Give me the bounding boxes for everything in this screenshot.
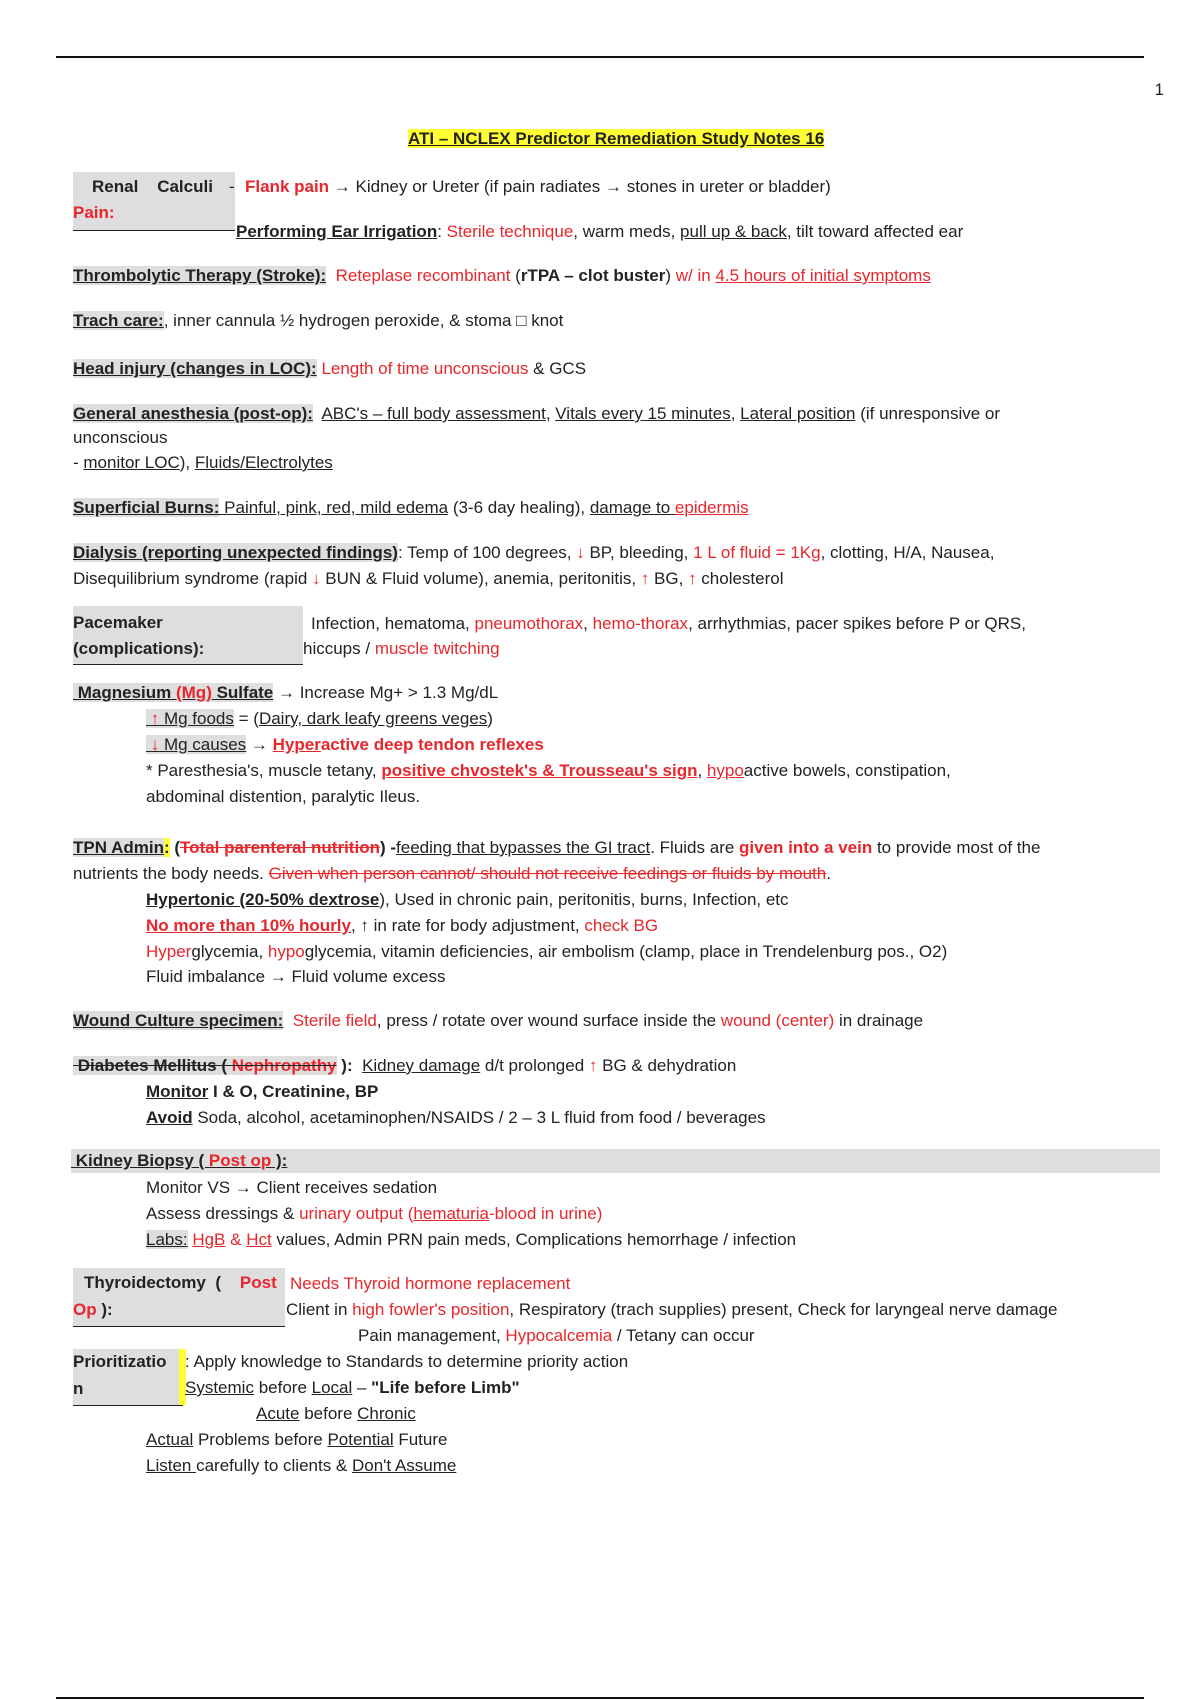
thyroid-line1: Needs Thyroid hormone replacement [290, 1274, 571, 1293]
biopsy-header [71, 1149, 1160, 1173]
magnesium-star-a: * Paresthesia's, muscle tetany, [146, 761, 382, 780]
thyroid-line2 [286, 1299, 1057, 1321]
pacemaker-line1 [311, 613, 1026, 635]
thyroid-label-line1 [84, 1271, 277, 1295]
anesthesia-l3d: Fluids/Electrolytes [194, 453, 333, 472]
bottom-rule [56, 1697, 1144, 1699]
diabetes-line2 [146, 1081, 378, 1103]
thyroid-l2b: high fowler's position [352, 1300, 510, 1319]
page-number: 1 [1154, 80, 1164, 99]
prioritization-l2a: Systemic [185, 1378, 254, 1397]
biopsy-l3a: Assess dressings & [146, 1204, 300, 1223]
thrombo-p5: w/ in [675, 266, 716, 285]
tpn-p5: . Fluids are [650, 838, 740, 857]
tpn-l2b: Given when person cannot/ should not receive feedings or fluids by mouth [268, 864, 827, 883]
prioritization-l2b: before [253, 1378, 312, 1397]
diabetes-l2b: I & O, Creatinine, BP [208, 1082, 379, 1101]
anesthesia-l3b: monitor LOC [83, 453, 180, 472]
thyroid-l2c: , Respiratory (trach supplies) present, Check for laryngeal nerve damage [509, 1300, 1058, 1319]
magnesium-down-text: Mg causes [159, 735, 247, 754]
dialysis-p2: ↓ [576, 543, 585, 562]
diabetes-l3b: Soda, alcohol, acetaminophen/NSAIDS / 2 – 3 L fluid from food / beverages [192, 1108, 766, 1127]
thyroid-l2a: Client in [286, 1300, 353, 1319]
top-rule [56, 56, 1144, 58]
magnesium-p1: → Increase Mg+ > 1.3 Mg/dL [273, 683, 499, 702]
biopsy-l4e: Hct [246, 1230, 272, 1249]
ear-colon: : [437, 222, 447, 241]
page-title [408, 128, 824, 150]
anesthesia-label: General anesthesia (post-op): [73, 404, 313, 423]
anesthesia-line3 [73, 452, 333, 474]
head-p1: Length of time unconscious [321, 359, 529, 378]
biopsy-label-c: ): [271, 1151, 288, 1170]
biopsy-l3d: -blood in urine) [489, 1204, 603, 1223]
thyroid-l3c: / Tetany can occur [612, 1326, 755, 1345]
tpn-l5c: hypo [267, 942, 305, 961]
anesthesia-p4: , [730, 404, 741, 423]
magnesium-star-line2: abdominal distention, paralytic Ileus. [146, 787, 421, 806]
thyroid-label-c: Post [239, 1273, 277, 1292]
tpn-label: TPN Admin [73, 838, 164, 857]
magnesium-star-d: hypo [706, 761, 744, 780]
magnesium-line1 [73, 682, 498, 704]
burns-label: Superficial Burns: [73, 498, 220, 517]
pacemaker-p3: , [583, 614, 593, 633]
magnesium-down-rest-c: active deep tendon reflexes [320, 735, 544, 754]
burns-line [73, 497, 749, 519]
magnesium-up-arrow: ↑ [150, 709, 160, 728]
head-p2: & GCS [528, 359, 587, 378]
wound-label: Wound Culture specimen: [73, 1011, 284, 1030]
prioritization-l2e: "Life before Limb" [371, 1378, 520, 1397]
biopsy-label-b: Post op [208, 1151, 272, 1170]
thyroid-l3b: Hypocalcemia [505, 1326, 613, 1345]
wound-line [73, 1010, 923, 1032]
magnesium-up-line [146, 708, 493, 730]
thyroid-line3 [358, 1325, 755, 1347]
renal-label-a: Renal [92, 177, 139, 196]
pacemaker-p5: , arrhythmias, pacer spikes before P or QRS, [688, 614, 1026, 633]
head-line [73, 358, 586, 380]
magnesium-down-rest-b: Hyper [272, 735, 321, 754]
tpn-line3 [146, 889, 789, 911]
magnesium-label-b: (Mg) [175, 683, 212, 702]
magnesium-up-text: Mg foods [159, 709, 234, 728]
tpn-colon: : [163, 838, 170, 857]
dialysis-l2d: ↑ [640, 569, 650, 588]
diabetes-line3 [146, 1107, 766, 1129]
ear-p1: Sterile technique [446, 222, 574, 241]
diabetes-p2: d/t prolonged [480, 1056, 589, 1075]
prioritization-l5a: Listen [146, 1456, 197, 1475]
trach-line [73, 310, 563, 332]
dialysis-p1: : Temp of 100 degrees, [397, 543, 577, 562]
biopsy-l3c: hematuria [413, 1204, 490, 1223]
burns-p2: (3-6 day healing), [448, 498, 590, 517]
tpn-line6: Fluid imbalance → Fluid volume excess [146, 967, 446, 986]
biopsy-label [71, 1151, 287, 1170]
thyroid-label-line2 [73, 1298, 113, 1322]
diabetes-p3: ↑ [588, 1056, 598, 1075]
diabetes-p4: BG & dehydration [597, 1056, 737, 1075]
tpn-l2a: nutrients the body needs. [73, 864, 269, 883]
pacemaker-label2: (complications): [73, 639, 205, 658]
prioritization-line5 [146, 1455, 456, 1477]
anesthesia-line1 [73, 403, 1000, 425]
title-text: ATI – NCLEX Predictor Remediation Study Notes 16 [408, 129, 825, 148]
renal-dash: - [229, 177, 235, 196]
anesthesia-p5: Lateral position [740, 404, 856, 423]
pacemaker-p1: Infection, hematoma, [311, 614, 475, 633]
renal-pain-label: Pain: [73, 203, 115, 222]
diabetes-l2a: Monitor [146, 1082, 209, 1101]
prioritization-l2d: – [352, 1378, 372, 1397]
anesthesia-p6: (if unresponsive or [855, 404, 1001, 423]
dialysis-l2e: BG, [649, 569, 689, 588]
renal-label [92, 175, 213, 199]
dialysis-l2g: cholesterol [696, 569, 784, 588]
tpn-p6: given into a vein [739, 838, 873, 857]
tpn-l3b: ), Used in chronic pain, peritonitis, burns, Infection, etc [379, 890, 789, 909]
wound-p1: Sterile field [292, 1011, 377, 1030]
diabetes-label-a: Diabetes Mellitus ( [77, 1056, 232, 1075]
dialysis-p5: , clotting, H/A, Nausea, [820, 543, 995, 562]
tpn-p7: to provide most of the [872, 838, 1041, 857]
tpn-line2 [73, 863, 831, 885]
wound-p3: wound (center) [720, 1011, 835, 1030]
dialysis-label: Dialysis (reporting unexpected findings) [73, 543, 398, 562]
prioritization-l2c: Local [311, 1378, 353, 1397]
prioritization-line4 [146, 1429, 447, 1451]
dialysis-l2b: ↓ [312, 569, 321, 588]
magnesium-star-e: active bowels, constipation, [743, 761, 951, 780]
prioritization-line2 [185, 1377, 520, 1399]
tpn-line1 [73, 837, 1040, 859]
tpn-line5 [146, 941, 947, 963]
thyroid-l3a: Pain management, [358, 1326, 506, 1345]
tpn-p1: ( [169, 838, 181, 857]
magnesium-label [73, 683, 273, 702]
biopsy-line3 [146, 1203, 602, 1225]
magnesium-star-c: , [697, 761, 707, 780]
biopsy-l4a: Labs: [146, 1230, 188, 1249]
trach-label: Trach care: [73, 311, 164, 330]
prioritization-l4d: Future [393, 1430, 448, 1449]
tpn-l5a: Hyper [146, 942, 192, 961]
prioritization-label2: n [73, 1379, 84, 1398]
diabetes-p1: Kidney damage [362, 1056, 481, 1075]
thrombo-p2: ( [510, 266, 521, 285]
tpn-p3: ) - [379, 838, 397, 857]
trach-p1: , inner cannula ½ hydrogen peroxide, & stoma □ knot [163, 311, 564, 330]
pacemaker-l2a: hiccups / [303, 639, 375, 658]
prioritization-l4a: Actual [146, 1430, 194, 1449]
magnesium-down-line [146, 734, 544, 756]
anesthesia-p1: ABC's – full body assessment [321, 404, 546, 423]
thyroid-label-e: ): [96, 1300, 113, 1319]
burns-p1: Painful, pink, red, mild edema [219, 498, 449, 517]
thrombo-p6: 4.5 hours of initial symptoms [715, 266, 931, 285]
renal-text [245, 176, 831, 198]
dialysis-l2c: BUN & Fluid volume), anemia, peritonitis, [320, 569, 641, 588]
ear-p2: , warm meds, [573, 222, 681, 241]
pacemaker-l2b: muscle twitching [374, 639, 500, 658]
tpn-l4c: check BG [584, 916, 659, 935]
wound-p4: in drainage [834, 1011, 924, 1030]
prioritization-l3c: Chronic [357, 1404, 416, 1423]
dialysis-l2f: ↑ [688, 569, 697, 588]
thrombo-p4: ) [665, 266, 676, 285]
thrombo-line [73, 265, 931, 287]
anesthesia-p2: , [545, 404, 556, 423]
magnesium-down-rest-a: → [246, 735, 273, 754]
diabetes-line1 [73, 1055, 736, 1077]
magnesium-up-rest-b: Dairy, dark leafy greens veges [258, 709, 488, 728]
prioritization-line1: : Apply knowledge to Standards to determine priority action [185, 1352, 629, 1371]
anesthesia-l3c: ), [179, 453, 195, 472]
tpn-p2: Total parenteral nutrition [180, 838, 380, 857]
biopsy-label-a: Kidney Biopsy ( [75, 1151, 209, 1170]
dialysis-line1 [73, 542, 994, 564]
anesthesia-l3a: - [73, 453, 84, 472]
ear-p3: pull up & back [680, 222, 787, 241]
thrombo-p1: Reteplase recombinant [335, 266, 511, 285]
pacemaker-p4: hemo-thorax [592, 614, 689, 633]
head-label: Head injury (changes in LOC): [73, 359, 317, 378]
thrombo-p3: rTPA – clot buster [520, 266, 666, 285]
magnesium-down [146, 735, 246, 754]
diabetes-label-b: Nephropathy [231, 1056, 337, 1075]
biopsy-line2: Monitor VS → Client receives sedation [146, 1178, 438, 1197]
prioritization-line3 [256, 1403, 416, 1425]
tpn-l5b: glycemia, [191, 942, 268, 961]
diabetes-label [73, 1056, 337, 1075]
tpn-l5d: glycemia, vitamin deficiencies, air embolism (clamp, place in Trendelenburg pos., O2) [304, 942, 948, 961]
burns-p4: epidermis [674, 498, 749, 517]
prioritization-label1: Prioritizatio [73, 1352, 167, 1371]
biopsy-l3b: urinary output ( [299, 1204, 414, 1223]
renal-p1: Flank pain [245, 177, 330, 196]
burns-p3: damage to [589, 498, 675, 517]
diabetes-l3a: Avoid [146, 1108, 193, 1127]
dialysis-p3: BP, bleeding, [584, 543, 694, 562]
thrombo-label: Thrombolytic Therapy (Stroke): [73, 266, 327, 285]
magnesium-label-a: Magnesium [77, 683, 176, 702]
prioritization-l3b: before [299, 1404, 358, 1423]
renal-label-b: Calculi [157, 177, 213, 196]
prioritization-l5b: carefully to clients & [196, 1456, 352, 1475]
tpn-l4b: , ↑ in rate for body adjustment, [350, 916, 585, 935]
magnesium-up-rest-c: ) [487, 709, 493, 728]
thyroid-label-b: ( [215, 1273, 221, 1292]
magnesium-star-b: positive chvostek's & Trousseau's sign [381, 761, 698, 780]
pacemaker-p2: pneumothorax [474, 614, 584, 633]
magnesium-down-arrow: ↓ [150, 735, 160, 754]
dialysis-p4: 1 L of fluid = 1Kg [693, 543, 821, 562]
diabetes-label-c: ): [336, 1056, 353, 1075]
prioritization-l5c: Don't Assume [352, 1456, 457, 1475]
magnesium-label-c: Sulfate [211, 683, 274, 702]
tpn-l4a: No more than 10% hourly [146, 916, 351, 935]
ear-line [236, 221, 963, 243]
thyroid-label-d: Op [73, 1300, 97, 1319]
ear-label: Performing Ear Irrigation [236, 222, 438, 241]
pacemaker-line2 [303, 638, 500, 660]
prioritization-l3a: Acute [256, 1404, 300, 1423]
biopsy-line4 [146, 1229, 796, 1251]
tpn-l2c: . [826, 864, 831, 883]
thyroid-label-a: Thyroidectomy [84, 1273, 206, 1292]
tpn-line4 [146, 915, 658, 937]
anesthesia-p3: Vitals every 15 minutes [555, 404, 731, 423]
dialysis-line2 [73, 568, 784, 590]
biopsy-l4f: values, Admin PRN pain meds, Complications hemorrhage / infection [271, 1230, 797, 1249]
prioritization-l4b: Problems before [193, 1430, 328, 1449]
renal-p2: → Kidney or Ureter (if pain radiates → stones in ureter or bladder) [329, 177, 831, 196]
ear-p4: , tilt toward affected ear [786, 222, 964, 241]
magnesium-up-rest-a: = ( [233, 709, 259, 728]
magnesium-star-line1 [146, 760, 951, 782]
dialysis-l2a: Disequilibrium syndrome (rapid [73, 569, 313, 588]
prioritization-l4c: Potential [327, 1430, 394, 1449]
magnesium-up [146, 709, 234, 728]
pacemaker-label1: Pacemaker [73, 613, 163, 632]
tpn-l3a: Hypertonic (20-50% dextrose [146, 890, 380, 909]
anesthesia-line2: unconscious [73, 428, 168, 447]
biopsy-l4c: HgB [192, 1230, 226, 1249]
biopsy-l4d: & [225, 1230, 247, 1249]
wound-p2: , press / rotate over wound surface inside the [376, 1011, 721, 1030]
tpn-p4: feeding that bypasses the GI tract [396, 838, 651, 857]
